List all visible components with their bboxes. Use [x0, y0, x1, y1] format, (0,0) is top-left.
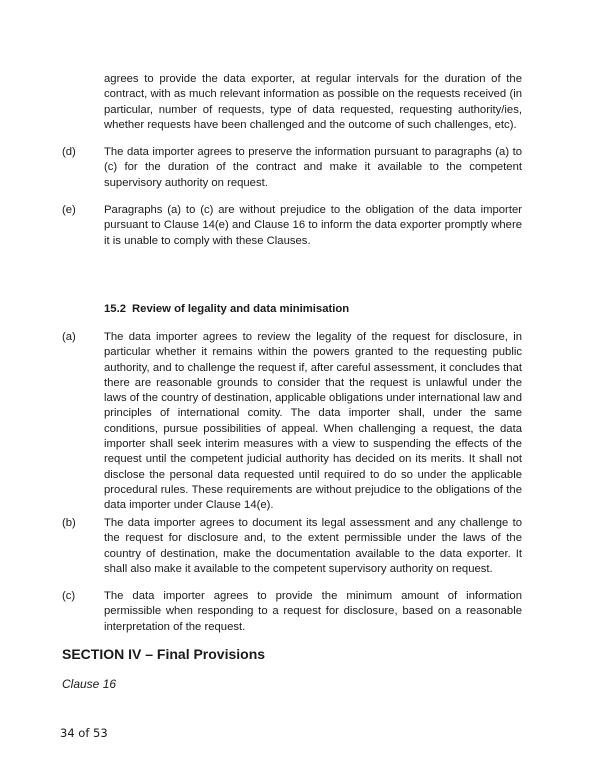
- item-label-a: (a): [62, 331, 76, 343]
- subsection-title: Review of legality and data minimisation: [132, 303, 350, 315]
- paragraph-d: The data importer agrees to preserve the information pursuant to paragraphs (a) to (c) for the duration of the contract and make it available to the competent supervisory authority on request.: [104, 146, 522, 189]
- paragraph-a: The data importer agrees to review the legality of the request for disclosure, in particular whether it remains within the powers granted to the requesting public authority, and to challenge the request if, after careful assessment, it concludes that there are reasonable grounds to consider that the request is unlawful under the laws of the country of destination, applicable obligations under international law and principles of international comity. The data importer shall, under the same conditions, pursue possibilities of appeal. When challenging a request, the data importer shall seek interim measures with a view to suspending the effects of the request until the competent judicial authority has decided on its merits. It shall not disclose the personal data requested until required to do so under the applicable procedural rules. These requirements are without prejudice to the obligations of the data importer under Clause 14(e).: [104, 331, 522, 512]
- paragraph-e: Paragraphs (a) to (c) are without prejudice to the obligation of the data importer pursuant to Clause 14(e) and Clause 16 to inform the data exporter promptly where it is unable to comply with these Clauses.: [104, 204, 522, 247]
- clause-label: Clause 16: [62, 677, 117, 691]
- page-number: 34 of 53: [60, 726, 108, 740]
- paragraph-c: The data importer agrees to provide the minimum amount of information permissible when responding to a request for disclosure, based on a reasonable interpretation of the request.: [104, 590, 522, 633]
- item-label-b: (b): [62, 517, 76, 529]
- subsection-heading: [104, 302, 349, 317]
- continuation-paragraph: agrees to provide the data exporter, at regular intervals for the duration of the contract, with as much relevant information as possible on the requests received (in particular, number of requests, type of data requested, requesting authority/ies, whether requests have been challenged and the outcome of such challenges, etc).: [104, 73, 522, 131]
- item-label-c: (c): [62, 590, 76, 602]
- paragraph-b: The data importer agrees to document its legal assessment and any challenge to the request for disclosure and, to the extent permissible under the laws of the country of destination, make the documentation available to the data exporter. It shall also make it available to the competent supervisory authority on request.: [104, 517, 522, 575]
- section-title: SECTION IV – Final Provisions: [62, 646, 266, 662]
- subsection-number: 15.2: [104, 303, 126, 315]
- item-label-e: (e): [62, 204, 76, 216]
- item-label-d: (d): [62, 146, 76, 158]
